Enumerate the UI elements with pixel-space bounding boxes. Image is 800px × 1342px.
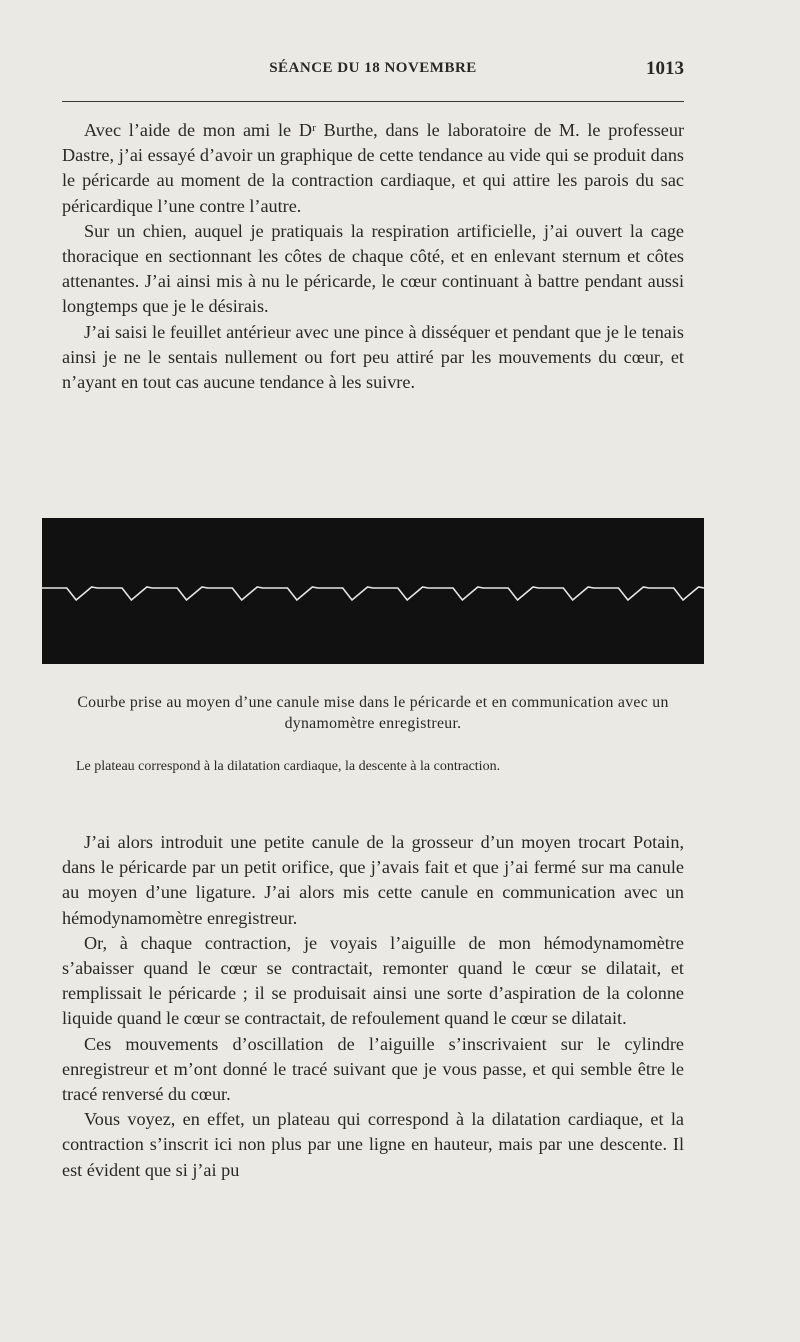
- paragraph: Sur un chien, auquel je pratiquais la respiration artificielle, j’ai ouvert la cage thoracique en sectionnant les côtes de chaque côté, et en enlevant sternum et côtes attenantes. J’ai ainsi mis à nu le péricarde, le cœur continuant à battre pendant aussi longtemps que je le désirais.: [62, 220, 684, 317]
- text-block-top: [62, 118, 684, 395]
- paragraph: Avec l’aide de mon ami le Dʳ Burthe, dans le laboratoire de M. le professeur Dastre, j’ai essayé d’avoir un graphique de cette tendance au vide qui se produit dans le péricarde au moment de la contraction cardiaque, et qui attire les parois du sac péricardique l’une contre l’autre.: [62, 120, 684, 216]
- text-block-bottom: [62, 830, 684, 1183]
- pericardial-trace-figure: [42, 518, 704, 664]
- paragraph: Ces mouvements d’oscillation de l’aiguille s’inscrivaient sur le cylindre enregistreur et m’ont donné le tracé suivant que je vous passe, et qui semble être le tracé renversé du cœur.: [62, 1033, 684, 1105]
- page-number: 1013: [646, 58, 684, 79]
- trace-graphic: [42, 518, 704, 664]
- paragraph: J’ai saisi le feuillet antérieur avec une pince à disséquer et pendant que je le tenais ainsi je ne le sentais nullement ou fort peu attiré par les mouvements du cœur, et n’ayant en tout cas aucune tendance à les suivre.: [62, 321, 684, 393]
- paragraph: J’ai alors introduit une petite canule de la grosseur d’un moyen trocart Potain, dans le péricarde par un petit orifice, que j’avais fait et que j’ai fermé sur ma canule au moyen d’une ligature. J’ai alors mis cette canule en communication avec un hémodynamomètre enregistreur.: [62, 832, 684, 928]
- page-header: [62, 60, 684, 90]
- running-title: SÉANCE DU 18 NOVEMBRE: [269, 60, 477, 76]
- header-rule: [62, 101, 684, 102]
- figure-note: Le plateau correspond à la dilatation cardiaque, la descente à la contraction.: [76, 759, 501, 774]
- paragraph: Vous voyez, en effet, un plateau qui correspond à la dilatation cardiaque, et la contraction s’inscrit ici non plus par une ligne en hauteur, mais par une descente. Il est évident que si j’ai pu: [62, 1109, 684, 1180]
- paragraph: Or, à chaque contraction, je voyais l’aiguille de mon hémodynamomètre s’abaisser quand le cœur se contractait, remonter quand le cœur se dilatait, et remplissait le péricarde ; il se produisait ainsi une sorte d’aspiration de la colonne liquide quand le cœur se contractait, de refoulement quand le cœur se dilatait.: [62, 932, 684, 1029]
- figure-caption: Courbe prise au moyen d’une canule mise dans le péricarde et en communication avec un dynamomètre enregistreur.: [77, 694, 669, 732]
